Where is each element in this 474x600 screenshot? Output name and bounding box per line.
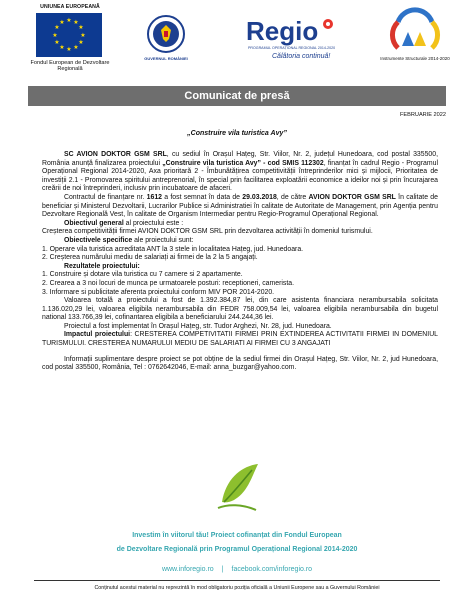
government-logo <box>146 12 186 64</box>
list-item: 1. Operare vila turistica acreditata ANT la 3 stele in localitatea Hațeg, jud. Hunedoara. <box>42 245 304 253</box>
leaf-logo <box>212 458 264 520</box>
release-date: FEBRUARIE 2022 <box>399 112 446 118</box>
press-release-banner: Comunicat de presă <box>28 86 446 106</box>
svg-text:★: ★ <box>73 19 79 26</box>
intro-text-1: , cu sediul în Orașul Hațeg, Str. Viilor, Nr. 2, județul Hunedoara, cod postal 335500, România anunță finalizarea proiectului <box>42 151 438 167</box>
eu-flag-logo <box>36 13 102 57</box>
press-release-body <box>42 151 438 373</box>
svg-text:★: ★ <box>73 44 79 51</box>
contract-text-2: a fost semnat în data de <box>162 193 243 201</box>
contract-text-4: în calitate de beneficiar și Ministerul Dezvoltarii, Lucrarilor Publice si Administratiei în calitate de Autoritate de Management, prin Agenția pentru Dezvoltare Regională Vest, în calitate de Organism Intermediar pentru Regio-Programul Operațional Regional. <box>42 193 438 219</box>
contact-paragraph: Informații suplimentare despre proiect se pot obține de la sediul firmei din Orașul Hațeg, Str. Viilor, Nr. 2, jud Hunedoara, cod postal 335500, România, Tel : 0762642046, E-mail: anna_buzgar@yahoo.com. <box>42 355 438 372</box>
project-name-code: „Construire vila turistica Avy” - cod SMIS 112302 <box>162 159 324 167</box>
inforegio-link[interactable]: www.inforegio.ro <box>161 566 214 573</box>
list-item: 3. Informare si publicitate aferenta proiectului conform MIV POR 2014-2020. <box>42 288 275 296</box>
list-item: 2. Creșterea numărului mediu de salariați ai firmei de la 2 la 5 angajați. <box>42 254 258 262</box>
general-objective-text: Creșterea competitivității firmei AVION DOKTOR GSM SRL prin dezvoltarea activității în domeniul turismului. <box>42 228 373 236</box>
eu-fund-caption: Fondul European de Dezvoltare Regională <box>30 60 110 73</box>
footer-links <box>0 566 474 573</box>
list-item: 2. Crearea a 3 noi locuri de munca pe urmatoarele posturi: receptioneri, camerista. <box>42 279 295 287</box>
footer-slogan-line2: de Dezvoltare Regională prin Programul Operațional Regional 2014-2020 <box>116 546 358 553</box>
general-objective-tail: al proiectului este : <box>123 219 184 227</box>
intro-paragraph <box>42 151 438 194</box>
structural-instruments-logo <box>380 10 450 68</box>
general-objective-label: Obiectivul general <box>64 219 124 227</box>
results-heading: Rezultatele proiectului: <box>64 262 140 270</box>
impact-paragraph <box>42 331 438 348</box>
impact-label: Impactul proiectului <box>64 331 131 339</box>
svg-text:★: ★ <box>78 39 84 46</box>
svg-text:★: ★ <box>66 46 72 53</box>
results-list <box>42 271 438 297</box>
svg-text:★: ★ <box>52 32 58 39</box>
specific-objectives-tail: ale proiectului sunt: <box>132 236 194 244</box>
svg-text:★: ★ <box>78 24 84 31</box>
impact-text: : CRESTEREA COMPETIVITATII FIRMEI PRIN EXTINDEREA ACTIVITATII FIRMEI IN DOMENIUL TURISMULUI. CRESTEREA NUMARULUI MEDIU DE SALARIATI AI FIRMEI CU 3 ANGAJATI <box>42 331 438 348</box>
svg-text:★: ★ <box>80 32 86 39</box>
footer-slogan-line1: Investim în viitorul tău! Proiect cofinanțat din Fondul European <box>132 532 342 539</box>
regio-slogan: Călătoria continuă! <box>272 53 331 60</box>
contract-text-3: , de către <box>276 193 309 201</box>
regio-subtitle: PROGRAMUL OPERAȚIONAL REGIONAL 2014-2020 <box>248 46 336 50</box>
footer-disclaimer: Conținutul acestui material nu reprezintă în mod obligatoriu poziția oficială a Uniunii Europene sau a Guvernului României <box>94 585 380 591</box>
svg-text:★: ★ <box>59 19 65 26</box>
regio-name: Regio <box>246 16 319 46</box>
contract-paragraph <box>42 194 438 220</box>
general-objective-heading <box>42 220 438 229</box>
svg-text:★: ★ <box>59 44 65 51</box>
svg-text:★: ★ <box>66 17 72 24</box>
contract-date: 29.03.2018 <box>242 193 277 201</box>
facebook-link[interactable]: facebook.com/inforegio.ro <box>231 566 313 573</box>
gov-text: GUVERNUL ROMÂNIEI <box>144 56 188 61</box>
eu-label: UNIUNEA EUROPEANĂ <box>40 4 100 10</box>
implementation-paragraph: Proiectul a fost implementat în Orașul Hațeg, str. Tudor Arghezi, Nr. 28, jud. Hunedoara. <box>64 322 332 330</box>
link-separator: | <box>221 566 224 573</box>
instr-caption: Instrumente Structurale 2014-2020 <box>380 56 450 61</box>
regio-logo <box>246 14 336 64</box>
svg-text:★: ★ <box>54 24 60 31</box>
contract-number: 1612 <box>146 193 162 201</box>
beneficiary-name: AVION DOKTOR GSM SRL <box>308 193 396 201</box>
project-value-paragraph: Valoarea totală a proiectului a fost de 1.392.384,87 lei, din care asistenta financiara nerambursabila solicitata 1.136.020,29 lei, valoarea eligibila nerambursabila din FEDR 758.009,54 lei, valoarea eligibila nerambursabila din bugetul national 133.766,39 lei, cofinantarea eligibila a beneficiarului 244.244,36 lei. <box>42 297 438 322</box>
footer-divider <box>34 580 440 581</box>
svg-text:★: ★ <box>54 39 60 46</box>
specific-objectives-list <box>42 246 438 263</box>
intro-text-2: , finanțat în cadrul Regio - Programul Operațional Regional 2014-2020, Axa prioritară 2 - Îmbunătățirea competitivității întreprinderilor mici și mijlocii, Prioritatea de investiții 2.1 - Promovarea spiritului antreprenorial, în special prin facilitarea exploatării economice a ideilor noi și prin încurajarea creării de noi întreprinderi, inclusiv prin incubatoare de afaceri. <box>42 159 438 193</box>
contract-text-1: Contractul de finanțare nr. <box>64 193 147 201</box>
company-name: SC AVION DOKTOR GSM SRL <box>64 151 167 158</box>
specific-objectives-label: Obiectivele specifice <box>64 236 133 244</box>
project-title: „Construire vila turistica Avy” <box>187 130 287 137</box>
list-item: 1. Construire și dotare vila turistica cu 7 camere si 2 apartamente. <box>42 271 243 279</box>
specific-objectives-heading <box>42 237 438 246</box>
